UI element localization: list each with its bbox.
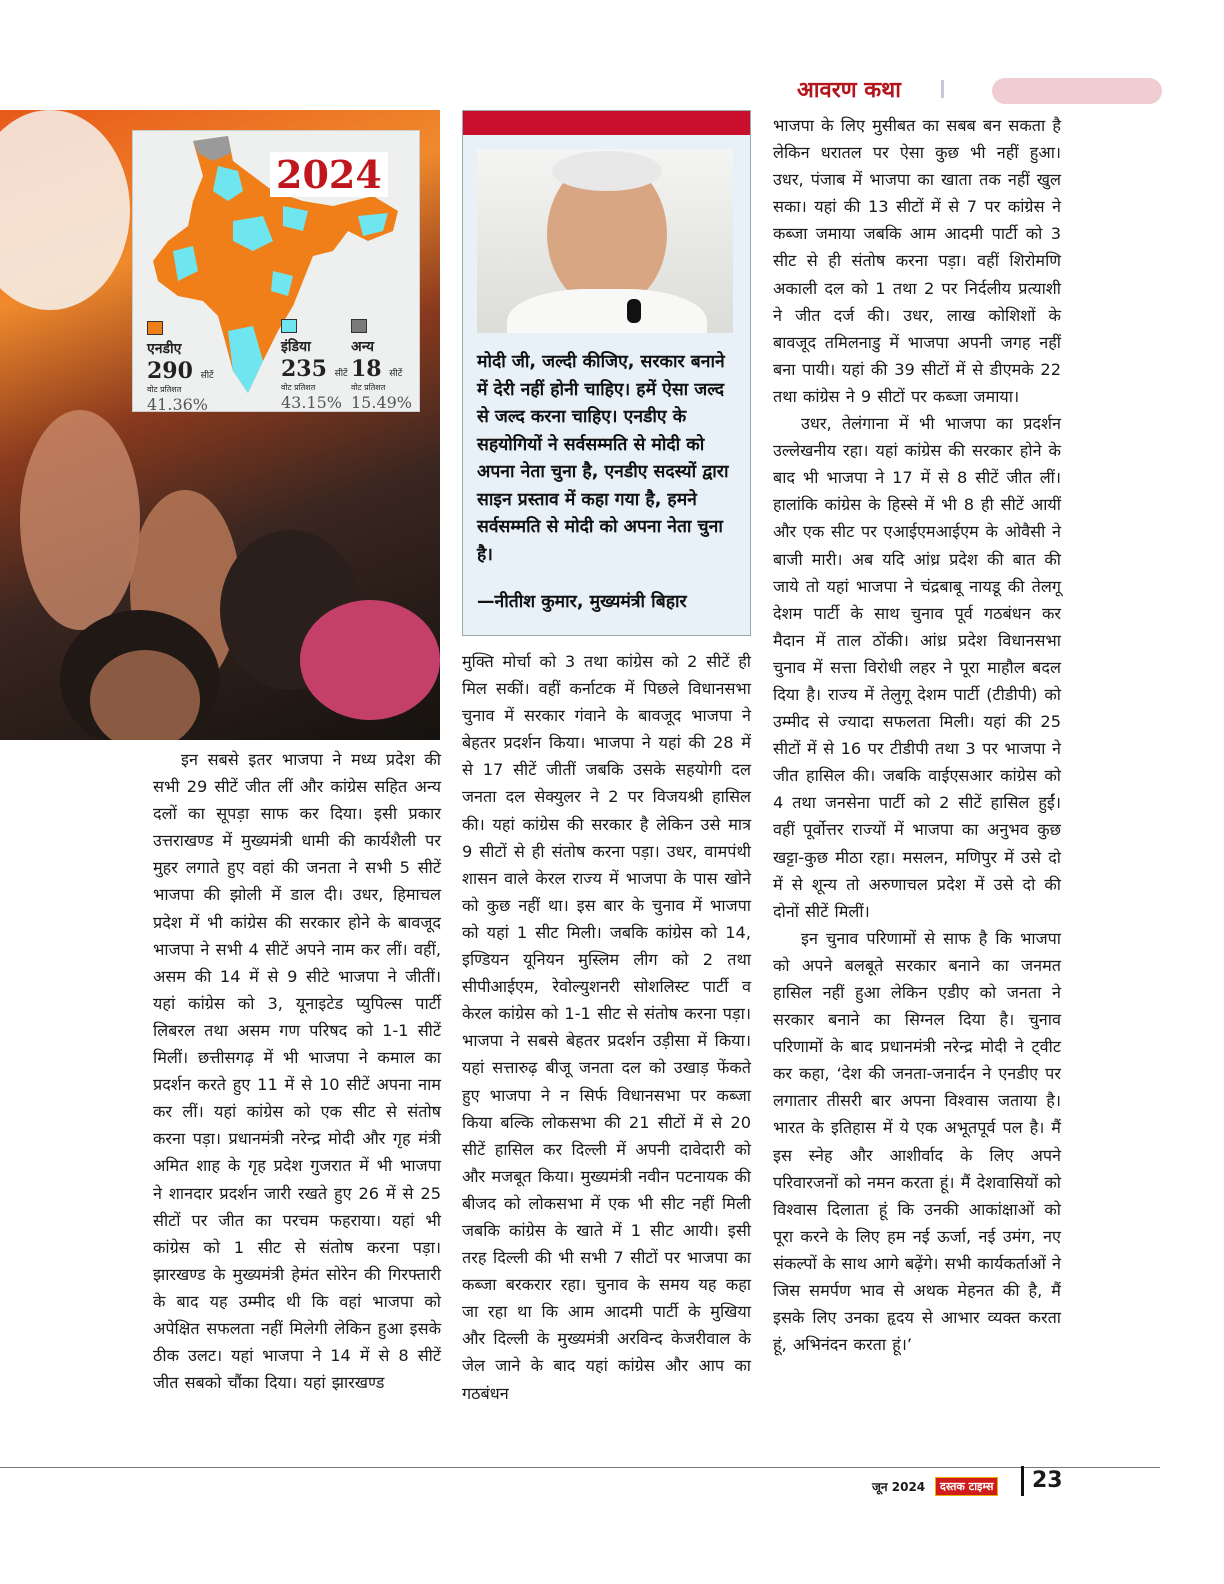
- article-column-middle: [462, 648, 751, 1407]
- article-paragraph: इन चुनाव परिणामों से साफ है कि भाजपा को अपने बलबूते सरकार बनाने का जनमत हासिल नहीं हुआ लेकिन एडीए को जनता ने सरकार बनाने का सिग्नल दिया है। चुनाव परिणामों के बाद प्रधानमंत्री नरेन्द्र मोदी ने ट्वीट कर कहा, ‘देश की जनता-जनार्दन ने एनडीए पर लगातार तीसरी बार अपना विश्वास जताया है। भारत के इतिहास में ये एक अभूतपूर्व पल है। मैं इस स्नेह और आशीर्वाद के लिए अपने परिवारजनों को नमन करता हूं। मैं देशवासियों को विश्वास दिलाता हूं कि उनकी आकांक्षाओं को पूरा करने के लिए हम नई ऊर्जा, नई उमंग, नए संकल्पों के साथ आगे बढ़ेंगे। सभी कार्यकर्ताओं ने जिस समर्पण भाव से अथक मेहनत की है, मैं इसके लिए उनका हृदय से आभार व्यक्त करता हूं, अभिनंदन करता हूं।’: [773, 928, 1061, 1355]
- issue-date: जून 2024: [872, 1480, 926, 1494]
- quote-text: मोदी जी, जल्दी कीजिए, सरकार बनाने में देरी नहीं होनी चाहिए। हमें ऐसा जल्द से जल्द करना चाहिए। एनडीए के सहयोगियों ने सर्वसम्मति से मोदी को अपना नेता चुना है, एनडीए सदस्यों द्वारा साइन प्रस्ताव में कहा गया है, हमने सर्वसम्मति से मोदी को अपना नेता चुना है।: [477, 352, 729, 565]
- section-title: आवरण कथा: [797, 78, 901, 103]
- map-year-label: 2024: [270, 152, 388, 197]
- article-paragraph: उधर, तेलंगाना में भी भाजपा का प्रदर्शन उल्लेखनीय रहा। यहां कांग्रेस की सरकार होने के बाद भी भाजपा ने 17 में से 8 सीटें जीत लीं। हालांकि कांग्रेस के हिस्से में भी 8 ही सीटें आयीं और एक सीट पर एआईएमआईएम के ओवैसी ने बाजी मारी। अब यदि आंध्र प्रदेश की बात की जाये तो यहां भाजपा ने चंद्रबाबू नायडू की तेलगू देशम पार्टी के साथ चुनाव पूर्व गठबंधन कर मैदान में ताल ठोंकी। आंध्र प्रदेश विधानसभा चुनाव में सत्ता विरोधी लहर ने पूरा माहौल बदल दिया है। राज्य में तेलुगू देशम पार्टी (टीडीपी) को उम्मीद से ज्यादा सफलता मिली। यहां की 25 सीटों में से 16 पर टीडीपी तथा 3 पर भाजपा ने जीत हासिल की। जबकि वाईएसआर कांग्रेस को 4 तथा जनसेना पार्टी को 2 सीटें हासिल हुईं। वहीं पूर्वोत्तर राज्यों में भाजपा का अनुभव कुछ खट्टा-कुछ मीठा रहा। मसलन, मणिपुर में उसे दो में से शून्य तो अरुणाचल प्रदेश में उसे दो की दोनों सीटें मिलीं।: [773, 414, 1061, 921]
- section-pill-decoration: [992, 78, 1162, 104]
- quote-header-bar: [463, 111, 750, 135]
- legend-india: इंडिया 235 सीटें वोट प्रतिशत 43.15%: [281, 339, 348, 412]
- quote-box: [462, 110, 751, 636]
- article-column-left: [153, 746, 441, 1396]
- legend-nda: एनडीए 290 सीटें वोट प्रतिशत 41.36%: [147, 341, 214, 414]
- quote-author: —नीतीश कुमार, मुख्यमंत्री बिहार: [477, 592, 687, 612]
- article-paragraph: भाजपा के लिए मुसीबत का सबब बन सकता है लेकिन धरातल पर ऐसा कुछ भी नहीं हुआ। उधर, पंजाब में भाजपा का खाता तक नहीं खुल सका। यहां की 13 सीटों में से 7 पर कांग्रेस ने कब्जा जमाया जबकि आम आदमी पार्टी को 3 सीट से ही संतोष करना पड़ा। वहीं शिरोमणि अकाली दल को 1 तथा 2 पर निर्दलीय प्रत्याशी ने जीत दर्ज की। उधर, लाख कोशिशों के बावजूद तमिलनाडु में भाजपा अपनी जगह नहीं बना पायी। यहां की 39 सीटों में से डीएमके 22 तथा कांग्रेस ने 9 सीटों पर कब्जा जमाया।: [773, 116, 1061, 406]
- portrait-photo: [477, 149, 733, 333]
- others-swatch: [351, 319, 367, 333]
- article-paragraph: इन सबसे इतर भाजपा ने मध्य प्रदेश की सभी 29 सीटें जीत लीं और कांग्रेस सहित अन्य दलों का सूपड़ा साफ कर दिया। इसी प्रकार उत्तराखण्ड में मुख्यमंत्री धामी की कार्यशैली पर मुहर लगाते हुए वहां की जनता ने सभी 5 सीटें भाजपा की झोली में डाल दी। उधर, हिमाचल प्रदेश में भी कांग्रेस की सरकार होने के बावजूद भाजपा ने सभी 4 सीटें अपने नाम कर लीं। वहीं, असम की 14 में से 9 सीटे भाजपा ने जीतीं। यहां कांग्रेस को 3, यूनाइटेड प्युपिल्स पार्टी लिबरल तथा असम गण परिषद को 1-1 सीटें मिलीं। छत्तीसगढ़ में भी भाजपा ने कमाल का प्रदर्शन करते हुए 11 में से 10 सीटें अपना नाम कर लीं। यहां कांग्रेस को एक सीट से संतोष करना पड़ा। प्रधानमंत्री नरेन्द्र मोदी और गृह मंत्री अमित शाह के गृह प्रदेश गुजरात में भी भाजपा ने शानदार प्रदर्शन जारी रखते हुए 26 में से 25 सीटों पर जीत का परचम फहराया। यहां भी कांग्रेस को 1 सीट से संतोष करना पड़ा। झारखण्ड के मुख्यमंत्री हेमंत सोरेन की गिरफ्तारी के बाद यह उम्मीद थी कि वहां भाजपा को अपेक्षित सफलता नहीं मिलेगी लेकिन हुआ इसके ठीक उलट। यहां भाजपा ने 14 में से 8 सीटें जीत सबको चौंका दिया। यहां झारखण्ड: [153, 750, 441, 1393]
- india-swatch: [281, 319, 297, 333]
- article-paragraph: मुक्ति मोर्चा को 3 तथा कांग्रेस को 2 सीटें ही मिल सकीं। वहीं कर्नाटक में पिछले विधानसभा चुनाव में सरकार गंवाने के बावजूद भाजपा ने बेहतर प्रदर्शन किया। भाजपा ने यहां की 28 में से 17 सीटें जीतीं जबकि उसके सहयोगी दल जनता दल सेक्युलर ने 2 पर विजयश्री हासिल की। यहां कांग्रेस की सरकार है लेकिन उसे मात्र 9 सीटों से ही संतोष करना पड़ा। उधर, वामपंथी शासन वाले केरल राज्य में भाजपा के पास खोने को कुछ नहीं था। इस बार के चुनाव में भाजपा को यहां 1 सीट मिली। जबकि कांग्रेस को 14, इण्डियन यूनियन मुस्लिम लीग को 2 तथा सीपीआईएम, रेवोल्युशनरी सोशलिस्ट पार्टी व केरल कांग्रेस को 1-1 सीट से संतोष करना पड़ा। भाजपा ने सबसे बेहतर प्रदर्शन उड़ीसा में किया। यहां सत्तारुढ़ बीजू जनता दल को उखाड़ फेंकते हुए भाजपा ने न सिर्फ विधानसभा पर कब्जा किया बल्कि लोकसभा की 21 सीटों में से 20 सीटें हासिल कर दिल्ली में अपनी दावेदारी को और मजबूत किया। मुख्यमंत्री नवीन पटनायक की बीजद को लोकसभा में एक भी सीट नहीं मिली जबकि कांग्रेस के खाते में 1 सीट आयी। इसी तरह दिल्ली की भी सभी 7 सीटों पर भाजपा का कब्जा बरकरार रहा। चुनाव के समय यह कहा जा रहा था कि आम आदमी पार्टी के मुखिया और दिल्ली के मुख्यमंत्री अरविन्द केजरीवाल के जेल जाने के बाद यहां कांग्रेस और आप का गठबंधन: [462, 652, 751, 1403]
- page-number: 23: [1032, 1468, 1063, 1493]
- nda-swatch: [147, 321, 163, 335]
- footer-divider: [1021, 1466, 1024, 1496]
- section-divider: [941, 80, 944, 98]
- legend-others: अन्य 18 सीटें वोट प्रतिशत 15.49%: [351, 339, 413, 412]
- footer-rule: [0, 1467, 1160, 1468]
- article-column-right: [773, 112, 1061, 1358]
- magazine-logo: दस्तक टाइम्स: [935, 1477, 998, 1496]
